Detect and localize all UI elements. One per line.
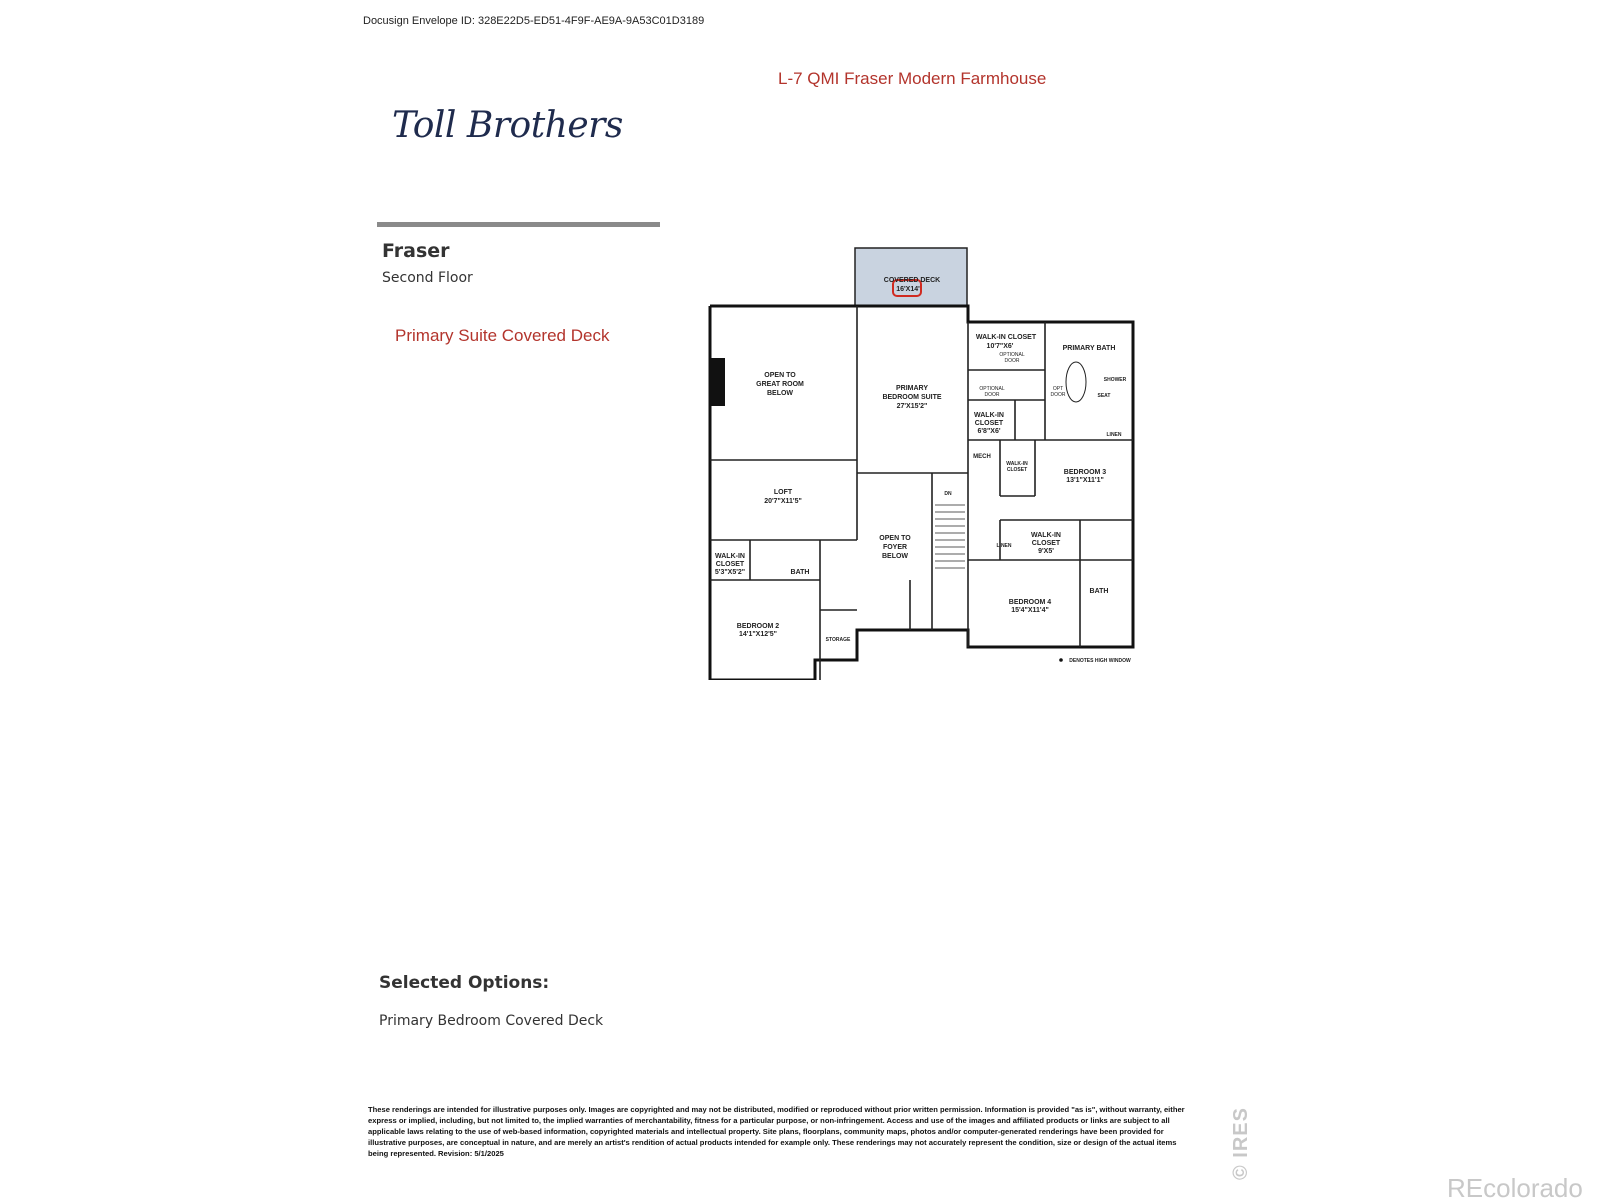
room-label: WALK-IN: [1006, 461, 1028, 467]
recolorado-watermark: REcolorado: [1447, 1173, 1583, 1203]
room-label: CLOSET: [1006, 467, 1028, 473]
room-label: LOFT: [773, 489, 793, 496]
room-label: PRIMARY: [895, 385, 929, 392]
selected-options-heading: Selected Options:: [379, 973, 550, 993]
room-label: SHOWER: [1103, 377, 1127, 383]
room-size: 10'7"X6': [986, 343, 1014, 350]
disclaimer-text: These renderings are intended for illustrative purposes only. Images are copyrighted and may not be distributed, modified or reproduced without prior written permission. Information is provided "as is", without warranty, either express or implied, including, but not limited to, the implied warranties of merchantability, fitness for a particular purpose, or non-infringement. Access and use of the images and affiliated products or links are subject to all applicable laws relating to the use of web-based information, copyrighted materials and intellectual property. Site plans, floorplans, community maps, photos and/or computer-generated renderings have been provided for illustrative purposes, are conceptual in nature, and are merely an artist's rendition of actual products intended for example only. These renderings may not accurately represent the condition, size or design of the actual items being represented. Revision: 5/1/2025: [368, 1105, 1185, 1158]
floor-name: Second Floor: [382, 270, 473, 286]
legend-note: DENOTES HIGH WINDOW: [1069, 658, 1131, 664]
room-label: BEDROOM 4: [1008, 599, 1052, 606]
room-size: 13'1"X11'1": [1066, 477, 1104, 484]
room-label: WALK-IN: [715, 553, 745, 560]
plan-annotation: Primary Suite Covered Deck: [395, 326, 610, 345]
room-size: 6'8"X6': [977, 428, 1001, 435]
door-note: DOOR: [1004, 358, 1020, 364]
room-label: CLOSET: [1031, 540, 1061, 547]
room-label: FOYER: [882, 544, 908, 551]
room-size: 20'7"X11'5": [764, 498, 802, 505]
room-label: LINEN: [996, 543, 1012, 549]
room-label: OPEN TO: [879, 535, 911, 542]
room-label: GREAT ROOM: [756, 381, 804, 388]
room-label: WALK-IN CLOSET: [975, 334, 1037, 341]
room-label: COVERED DECK: [883, 277, 941, 284]
room-label: BEDROOM 3: [1063, 469, 1107, 476]
fireplace: [710, 358, 725, 406]
room-label: LINEN: [1106, 432, 1122, 438]
door-note: OPT: [1052, 386, 1064, 392]
room-label: WALK-IN: [1031, 532, 1061, 539]
envelope-id: Docusign Envelope ID: 328E22D5-ED51-4F9F-AE9A-9A53C01D3189: [363, 15, 705, 27]
room-size: 27'X15'2": [896, 403, 928, 410]
room-label: BEDROOM 2: [736, 623, 780, 630]
room-label: BEDROOM SUITE: [882, 394, 942, 401]
door-note: OPTIONAL: [979, 386, 1005, 392]
high-window-dot: [1059, 658, 1063, 662]
floor-plan: [700, 240, 1140, 680]
room-label: PRIMARY BATH: [1062, 345, 1116, 352]
room-size: 9'X5': [1038, 548, 1054, 555]
room-label: BATH: [790, 569, 810, 576]
door-note: OPTIONAL: [999, 352, 1025, 358]
room-size: 14'1"X12'5": [739, 631, 777, 638]
room-label: CLOSET: [974, 420, 1004, 427]
door-note: DOOR: [1050, 392, 1066, 398]
room-label: WALK-IN: [974, 412, 1004, 419]
divider-rule: [377, 222, 660, 227]
room-label: BELOW: [881, 553, 909, 560]
plan-name: Fraser: [382, 240, 450, 262]
room-label: SEAT: [1097, 393, 1111, 399]
toll-brothers-logo: Toll Brothers: [392, 105, 623, 146]
ires-watermark: © IRES: [1230, 1107, 1252, 1180]
room-label: MECH: [973, 454, 991, 460]
staircase: [935, 505, 965, 568]
room-size: 5'3"X5'2": [714, 569, 746, 576]
room-size: 16'X14': [896, 286, 920, 293]
room-label: OPEN TO: [764, 372, 796, 379]
door-note: DOOR: [984, 392, 1000, 398]
room-label: BELOW: [766, 390, 794, 397]
bathtub: [1066, 362, 1086, 402]
stair-label: DN: [944, 491, 952, 497]
document-title: L-7 QMI Fraser Modern Farmhouse: [778, 69, 1047, 88]
room-label: BATH: [1089, 588, 1109, 595]
selected-option-item: Primary Bedroom Covered Deck: [379, 1013, 604, 1029]
room-label: STORAGE: [825, 637, 851, 643]
room-size: 15'4"X11'4": [1011, 607, 1049, 614]
room-label: CLOSET: [715, 561, 745, 568]
